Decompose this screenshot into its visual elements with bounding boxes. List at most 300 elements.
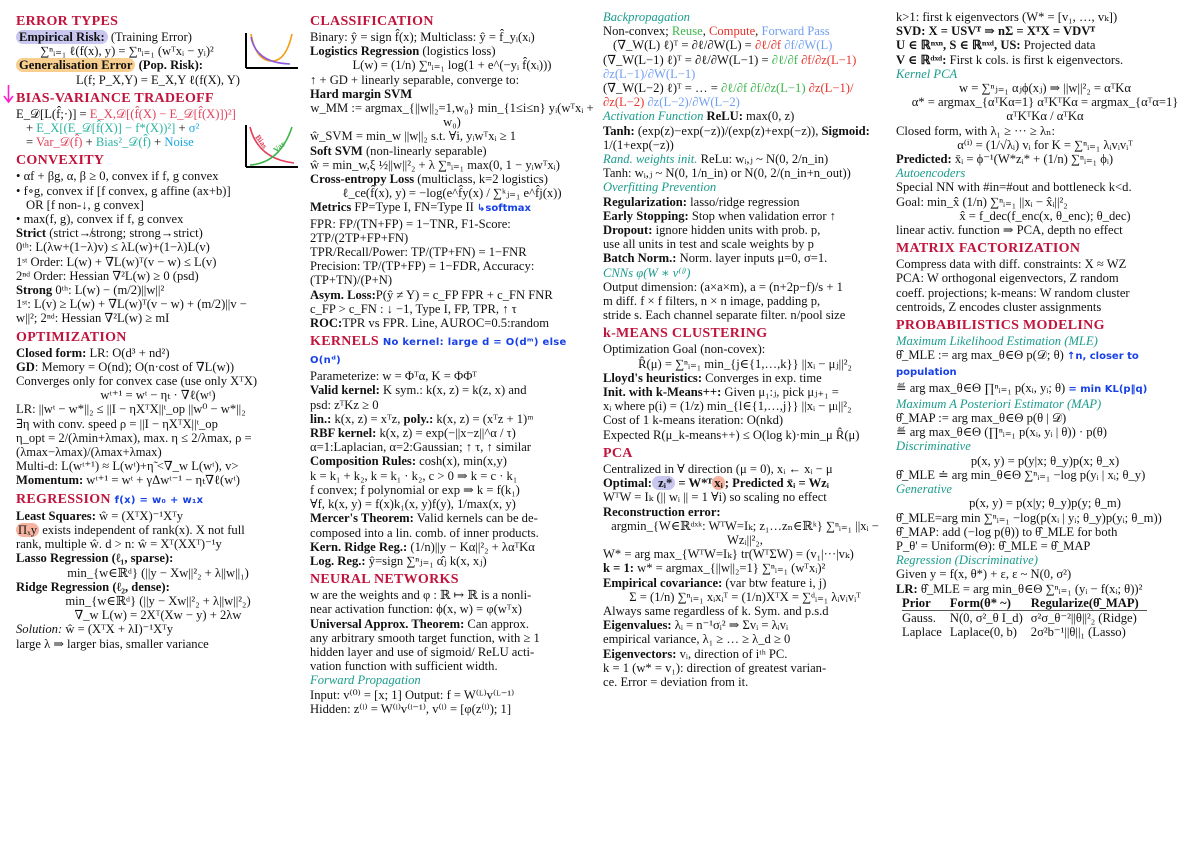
text-line: 1ˢᵗ: L(v) ≥ L(w) + ∇L(w)ᵀ(v − w) + (m/2)||v −	[16, 297, 247, 312]
bold-label: Tanh:	[603, 123, 635, 138]
text-segment: (multiclass, k=2 logistics)	[414, 172, 548, 187]
text-segment: Given μ₁:ⱼ, pick μⱼ₊₁ =	[721, 385, 839, 400]
text-line: W* = arg max_{WᵀW=Iₖ} tr(WᵀΣW) = (v₁|···|vₖ)	[603, 547, 854, 562]
text-line: PCA: W orthogonal eigenvectors, Z random	[896, 271, 1119, 286]
text-line: ce. Error = deviation from it.	[603, 674, 749, 689]
bold-label: Closed form:	[16, 345, 87, 360]
text-line: Closed form, with λ₁ ≥ ··· ≥ λₙ:	[896, 123, 1055, 138]
bold-label: Empirical Risk:	[16, 30, 108, 44]
text-line: Special NN with #in=#out and bottleneck k<d.	[896, 180, 1132, 195]
text-line	[16, 283, 300, 297]
bold-label: Asym. Loss:	[310, 287, 376, 302]
formula-line: ℓ_ce(f̂(x), y) = −log(e^f̂y(x) / ∑ᵏⱼ₌₁ e^f̂j(x))	[342, 186, 562, 201]
section-heading: CLASSIFICATION	[310, 14, 434, 29]
text-line	[603, 38, 887, 52]
text-line	[310, 540, 594, 554]
text-segment: FP=Type I, FN=Type II	[351, 200, 478, 215]
formula-line: Σ = (1/n) ∑ⁿᵢ₌₁ xᵢxᵢᵀ = (1/n)XᵀX = ∑ᵈᵢ₌₁ λᵢvᵢvᵢᵀ	[629, 589, 861, 604]
table-cell: Laplace	[902, 625, 942, 640]
text-line: Multi-d: L(wᵗ⁺¹) ≈ L(wᵗ)+η̃ <∇_w L(wᵗ), v>	[16, 459, 239, 474]
bold-label: Init. with k-Means++:	[603, 385, 722, 400]
bold-label: Universal Approx. Theorem:	[310, 616, 465, 631]
formula-line: min_{w∈ℝᵈ} (||y − Xw||²₂ + λ||w||₁)	[67, 565, 249, 580]
text-segment: Var_𝒟(f̂)	[36, 135, 83, 150]
text-segment: Projected data	[1020, 38, 1096, 53]
text-segment: ,	[702, 24, 709, 39]
text-segment: Forward Pass	[761, 24, 830, 39]
text-line: Optimization Goal (non-covex):	[603, 342, 766, 357]
text-segment: KERNELS	[310, 334, 383, 350]
text-line: Compress data with diff. constraints: X ≈ WZ	[896, 257, 1127, 272]
column-3	[603, 10, 887, 689]
text-line: FPR: FP/(TN+FP) = 1−TNR, F1-Score: 2TP/(2TP+FP+FN)	[310, 216, 511, 245]
text-segment: ŵ = (XᵀX)⁻¹Xᵀy	[95, 508, 184, 523]
text-line	[603, 576, 887, 590]
bold-label: Lloyd's heuristics:	[603, 370, 703, 385]
text-segment: (∇_W(L−1) ℓ)ᵀ = ∂ℓ/∂W(L−1) =	[603, 52, 772, 67]
text-segment: (strict↛strong; strong→strict)	[46, 226, 203, 241]
text-line	[603, 109, 887, 123]
text-line: 0ᵗʰ: L(λw+(1−λ)v) ≤ λL(w)+(1−λ)L(v)	[16, 240, 210, 255]
text-line	[16, 107, 300, 121]
text-segment: Converges in exp. time	[702, 370, 822, 385]
bold-label: Sigmoid:	[821, 123, 870, 138]
text-segment: cosh(x), min(x,y)	[416, 454, 507, 469]
text-line: linear activ. function ⇒ PCA, depth no effect	[896, 223, 1123, 238]
text-segment: ∂ℓ/∂f	[771, 52, 798, 67]
section-heading: k-MEANS CLUSTERING	[603, 326, 768, 342]
text-line	[310, 316, 594, 330]
text-line: WᵀW = Iₖ (|| wᵢ || = 1 ∀i) so scaling no effect	[603, 490, 827, 505]
handwritten-note: ↳softmax	[477, 203, 531, 215]
text-segment: w* = argmax_{||w||₂=1} ∑ⁿᵢ₌₁ (wᵀxᵢ)²	[633, 561, 826, 576]
text-line: empirical variance, λ₁ ≥ … ≥ λ_d ≥ 0	[603, 632, 791, 647]
table-cell: 2σ²b⁻¹||θ||₁ (Lasso)	[1030, 625, 1126, 640]
bold-label: ; Predicted x̄ᵢ = Wzᵢ	[724, 476, 830, 491]
column-4	[896, 10, 1194, 639]
text-line	[310, 288, 594, 302]
bullet-item: • f∘g, convex if [f convex, g affine (ax+b)]	[16, 184, 300, 198]
text-line: Centralized in ∀ direction (μ = 0), xᵢ ← xᵢ − μ	[603, 461, 833, 476]
text-line	[603, 561, 887, 575]
text-segment: vᵢ, direction of iᵗʰ PC.	[676, 646, 788, 661]
bold-label: Composition Rules:	[310, 454, 417, 469]
bullet-item: • max(f, g), convex if f, g convex	[16, 212, 300, 226]
text-line	[16, 226, 300, 240]
text-segment: ∂ℓ/∂f	[754, 38, 782, 53]
text-line	[896, 38, 1194, 52]
text-segment: max(0, z)	[742, 109, 795, 124]
subsection-heading: CNNs φ(W ∗ v⁽ˡ⁾)	[603, 265, 691, 280]
bold-label: Empirical covariance:	[603, 575, 723, 590]
bold-label: Early Stopping:	[603, 208, 689, 223]
text-line: f convex; f polynomial or exp ⇒ k = f(k₁)	[310, 482, 520, 497]
bold-label: V ∈ ℝᵈˣᵈ:	[896, 52, 947, 67]
prior-table	[902, 596, 1147, 640]
subsection-heading: Maximum Likelihood Estimation (MLE)	[896, 334, 1098, 349]
text-line	[603, 81, 887, 109]
text-line	[603, 618, 887, 632]
bold-label: Strict	[16, 226, 47, 241]
text-line: ∀f, k(x, y) = f(x)k₁(x, y)f(y), 1/max(x, y)	[310, 497, 516, 512]
text-segment: +	[82, 135, 96, 150]
bold-label: ROC:	[310, 316, 343, 331]
table-cell: Gauss.	[902, 610, 936, 625]
section-heading	[310, 333, 594, 369]
text-segment: E_X,𝒟[(f̂(X) − E_𝒟[f̂(X)])²]	[89, 106, 236, 121]
formula-line: w = ∑ⁿⱼ₌₁ αⱼϕ(xⱼ) ⇒ ||w||²₂ = αᵀKα	[959, 81, 1131, 96]
text-line	[603, 152, 887, 166]
text-line	[310, 617, 594, 631]
text-line	[603, 476, 887, 490]
var-label: Var	[271, 139, 287, 155]
bold-label: Lasso Regression	[16, 551, 109, 566]
text-line: Goal: min_x̂ (1/n) ∑ⁿᵢ₌₁ ||xᵢ − x̂ᵢ||²₂	[896, 194, 1068, 209]
text-segment: Noise	[164, 135, 194, 150]
text-line	[310, 412, 594, 426]
text-segment: Compute	[708, 24, 756, 39]
text-line: Binary: ŷ = sign f̂(x); Multiclass: ŷ = f̂_yᵢ(xᵢ)	[310, 30, 535, 44]
text-segment: E_X[(E_𝒟[f̂(X)] − f*(X))²]	[36, 121, 176, 136]
text-segment: ∂ℓ/∂f ∂f/∂z(L−1)	[720, 81, 806, 96]
bold-label: = W*ᵀ	[675, 476, 713, 491]
handwritten-note: ↑n, closer to population	[896, 351, 1139, 379]
text-line: vation function with sufficient width.	[310, 659, 498, 674]
formula-line: p(x, y) = p(x|y; θ_y)p(y; θ_m)	[969, 496, 1121, 511]
text-segment: x̄ᵢ = ϕ⁻¹(W*zᵢ* + (1/n) ∑ⁿᵢ₌₁ ϕᵢ)	[951, 152, 1114, 167]
risk-curve-sketch	[242, 30, 300, 70]
prior-header: Prior	[902, 596, 950, 611]
text-segment: REGRESSION	[16, 491, 115, 507]
bias-variance-sketch	[242, 121, 300, 169]
text-line	[603, 385, 887, 399]
handwritten-note: = min KL(p‖q)	[1068, 383, 1148, 395]
text-line: Precision: TP/(TP+FP) = 1−FDR, Accuracy: (TP+TN)/(P+N)	[310, 259, 535, 288]
text-line: LR: ||wᵗ − w*||₂ ≤ ||I − ηXᵀX||ᵗ_op ||w⁰ − w*||₂	[16, 402, 246, 417]
text-line: k = k₁ + k₂, k = k₁ · k₂, c > 0 ⇒ k = c · k₁	[310, 468, 518, 483]
bold-label: Kern. Ridge Reg.:	[310, 539, 408, 554]
text-line	[310, 44, 594, 58]
text-segment: +	[150, 135, 165, 150]
text-line: 2ⁿᵈ Order: Hessian ∇²L(w) ≥ 0 (psd)	[16, 268, 199, 283]
text-segment: Solution:	[16, 622, 63, 637]
formula-line: w_MM := argmax_{||w||₂=1,w₀} min_{1≤i≤n} yᵢ(wᵀxᵢ + w₀)	[310, 101, 594, 130]
text-line	[896, 381, 1194, 397]
text-line	[896, 24, 1194, 38]
table-cell: σ²σ_θ⁻²||θ||²₂ (Ridge)	[1030, 610, 1137, 625]
text-line	[603, 251, 887, 265]
bold-label: Momentum:	[16, 473, 84, 488]
text-line	[603, 505, 887, 519]
bold-label: (ℓ₁, sparse):	[108, 551, 174, 566]
text-segment: k(x, z) = (xᵀz + 1)ᵐ	[433, 411, 534, 426]
text-line	[16, 346, 300, 360]
text-line	[16, 360, 300, 374]
text-line	[310, 383, 594, 397]
formula-line: argmin_{W∈ℝᵈˣᵏ: WᵀW=Iₖ; z₁…zₙ∈ℝᵏ} ∑ⁿᵢ₌₁ ||xᵢ − Wzᵢ||²₂,	[611, 518, 879, 547]
text-segment: +	[26, 121, 37, 136]
text-line: ↑ + GD + linearly separable, converge to:	[310, 72, 520, 87]
bold-label: Reconstruction error:	[603, 504, 721, 519]
text-line: coeff. projections; k-means: W random cluster	[896, 285, 1130, 300]
text-line: Given y = f(x, θ*) + ε, ε ~ N(0, σ²)	[896, 567, 1072, 582]
text-segment: LR: O(d³ + nd²)	[86, 345, 170, 360]
formula-line: ∑ⁿᵢ₌₁ ℓ(f(x), y) = ∑ⁿᵢ₌₁ (wᵀxᵢ − yᵢ)²	[40, 44, 214, 59]
text-segment: ignore hidden units with prob. p,	[652, 223, 821, 238]
table-row	[902, 610, 1147, 625]
text-line	[16, 509, 300, 523]
text-line: P_θ' = Uniform(Θ): θ̂_MLE = θ̂_MAP	[896, 538, 1091, 553]
text-line: stride s. Each channel separate filter. n/pool size	[603, 308, 846, 323]
text-line: use all units in test and scale weights by p	[603, 237, 814, 252]
table-cell: Laplace(0, b)	[949, 625, 1017, 640]
text-line	[310, 454, 594, 468]
text-line: xᵢ where p(i) = (1/z) min_{l∈{1,…,j}} ||xᵢ − μₗ||²₂	[603, 399, 852, 414]
bold-label: Generalisation Error	[16, 58, 135, 72]
bold-label: Regularization:	[603, 194, 687, 209]
text-segment: (∇_W(L−2) ℓ)ᵀ = … =	[603, 81, 721, 96]
section-heading: OPTIMIZATION	[16, 329, 127, 345]
subsection-heading: Discriminative	[896, 439, 971, 454]
arrow-down-icon	[3, 84, 14, 104]
bold-label: lin.:	[310, 411, 332, 426]
bold-label: Ridge Regression	[16, 579, 110, 594]
handwritten-note: f(x) = w₀ + w₁x	[114, 494, 204, 506]
text-segment: =	[26, 135, 37, 150]
text-line	[310, 172, 594, 186]
text-segment: (Training Error)	[107, 30, 192, 44]
text-line	[310, 426, 594, 440]
bold-label: Metrics	[310, 200, 352, 215]
text-segment: λᵢ = n⁻¹σᵢ² ⇒ Σvᵢ = λᵢvᵢ	[671, 618, 789, 633]
text-segment: 0ᵗʰ: L(w) − (m/2)||w||²	[52, 283, 165, 298]
text-line: w are the weights and φ : ℝ ↦ ℝ is a nonli-	[310, 588, 532, 603]
subsection-heading: Kernel PCA	[896, 66, 958, 81]
text-line: centroids, Z encodes cluster assignments	[896, 299, 1102, 314]
text-line: hidden layer and use of sigmoid/ ReLU acti-	[310, 644, 535, 659]
text-segment: Reuse	[671, 24, 703, 39]
text-line	[896, 582, 1194, 596]
text-line: ≝ arg max_θ∈Θ (∏ⁿᵢ₌₁ p(xᵢ, yᵢ | θ)) · p(θ)	[896, 425, 1108, 440]
text-line	[603, 24, 887, 38]
section-heading: BIAS-VARIANCE TRADEOFF	[16, 90, 214, 106]
bold-label: U ∈ ℝⁿˣⁿ, S ∈ ℝⁿˣᵈ, US:	[896, 38, 1021, 53]
formula-line: R̂(μ) = ∑ⁿᵢ₌₁ min_{j∈{1,…,k}} ||xᵢ − μⱼ||²₂	[638, 356, 852, 371]
text-line	[603, 647, 887, 661]
text-segment: (non-linearly separable)	[362, 143, 487, 158]
section-heading: MATRIX FACTORIZATION	[896, 241, 1081, 257]
regularize-header: Regularize(θ̂_MAP)	[1031, 596, 1147, 611]
text-segment: exists independent of rank(x). X not full	[39, 522, 245, 537]
subsection-heading: Maximum A Posteriori Estimator (MAP)	[896, 396, 1102, 411]
bold-label: Hard margin SVM	[310, 86, 413, 101]
text-segment: P(ŷ ≠ Y) = c_FP FPR + c_FN FNR	[375, 287, 553, 302]
bold-label: Optimal:	[603, 476, 652, 491]
text-line: composed into a lin. comb. of inner products.	[310, 525, 539, 540]
bold-label: Log. Reg.:	[310, 553, 366, 568]
text-segment: ŵ = (XᵀX + λI)⁻¹Xᵀy	[62, 622, 174, 637]
text-line: OR [f non-↓, g convex]	[26, 197, 144, 212]
text-line	[603, 124, 887, 152]
text-line	[16, 473, 300, 487]
text-line: ŵ_SVM = min_w ||w||₂ s.t. ∀i, yᵢwᵀxᵢ ≥ 1	[310, 129, 517, 144]
table-row	[902, 625, 1147, 639]
formula-line: min_{w∈ℝᵈ} (||y − Xw||²₂ + λ||w||²₂)	[65, 593, 251, 608]
text-line: θ̂_MLE=arg min ∑ⁿᵢ₌₁ −log(p(xᵢ | yᵢ; θ_y)p(yᵢ; θ_m))	[896, 510, 1162, 525]
text-line	[16, 622, 300, 636]
text-segment: TPR vs FPR. Line, AUROC=0.5:random	[342, 316, 550, 331]
bold-label: (ℓ₂, dense):	[109, 579, 170, 594]
text-line	[603, 209, 887, 223]
text-line: Hidden: z⁽ˡ⁾ = W⁽ˡ⁾v⁽ˡ⁻¹⁾, v⁽ˡ⁾ = [φ(z⁽ˡ⁾); 1]	[310, 701, 512, 716]
text-segment: Stop when validation error ↑	[688, 208, 836, 223]
text-line: η_opt = 2/(λmin+λmax), max. η ≤ 2/λmax, ρ = (λmax−λmax)/(λmax+λmax)	[16, 430, 252, 460]
text-segment: Activation Function	[603, 109, 704, 124]
text-line: c_FP > c_FN : ↓ −1, Type I, FP, TPR, ↑ τ	[310, 301, 517, 316]
text-line	[896, 53, 1194, 67]
text-line: Tanh: wᵢ,ⱼ ~ N(0, 1/n_in) or N(0, 2/(n_in+n_out))	[603, 166, 851, 181]
bold-label: Valid kernel:	[310, 383, 380, 398]
text-segment: θ̂_MLE := arg max_θ∈Θ p(𝒟; θ)	[896, 348, 1067, 363]
text-line	[603, 53, 887, 81]
text-line: Converges only for convex case (use only XᵀX)	[16, 374, 258, 389]
text-segment: ŷ=sign ∑ⁿⱼ₌₁ α̂ⱼ k(x, xⱼ)	[365, 553, 487, 568]
bold-label: GD	[16, 359, 35, 374]
bias-label: Bias	[253, 133, 270, 151]
text-segment: (logistics loss)	[419, 44, 496, 59]
text-segment: K sym.: k(x, z) = k(z, x) and	[379, 383, 527, 398]
text-line: 1ˢᵗ Order: L(w) + ∇L(w)ᵀ(v − w) ≤ L(v)	[16, 254, 217, 269]
text-line: θ̂_MLE ≐ arg min_θ∈Θ ∑ⁿᵢ₌₁ −log p(yᵢ | xᵢ; θ_y)	[896, 467, 1146, 482]
subsection-heading: Autoencoders	[896, 166, 966, 181]
text-line: Expected R(μ_k-means++) ≤ O(log k)·min_μ R̂(μ)	[603, 427, 860, 442]
bold-label: Strong	[16, 283, 53, 298]
section-heading: PROBABILISTICS MODELING	[896, 318, 1105, 334]
text-segment: : Memory = O(nd); O(n·cost of ∇L(w))	[34, 359, 235, 374]
subsection-heading: Overfitting Prevention	[603, 180, 717, 195]
table-cell: N(0, σ²_θ I_d)	[949, 610, 1023, 625]
text-segment: ,	[755, 24, 762, 39]
bold-label: ReLU:	[703, 109, 743, 124]
text-segment: Can approx.	[464, 616, 529, 631]
text-segment: (var btw feature i, j)	[722, 575, 827, 590]
text-line	[603, 371, 887, 385]
text-line: large λ ⇒ larger bias, smaller variance	[16, 636, 209, 651]
text-line: any arbitrary smooth target function, with ≥ 1	[310, 630, 540, 645]
bold-label: poly.:	[403, 411, 434, 426]
column-2	[310, 10, 594, 716]
text-segment: Valid kernels can be de-	[413, 511, 538, 526]
text-segment: k(x, z) = xᵀz,	[331, 411, 404, 426]
bold-label: Soft SVM	[310, 143, 363, 158]
text-segment: Bias²_𝒟(f̂)	[95, 135, 151, 150]
subsection-heading: Regression (Discriminative)	[896, 553, 1038, 568]
bold-label: RBF kernel:	[310, 426, 377, 441]
text-line: psd: zᵀKz ≥ 0	[310, 397, 379, 412]
text-line: α=1:Laplacian, α=2:Gaussian; ↑ τ, ↑ similar	[310, 440, 531, 455]
text-line: Parameterize: w = Φᵀα, K = ΦΦᵀ	[310, 369, 477, 384]
text-line: rank, multiple ŵ. d > n: ŵ = Xᵀ(XXᵀ)⁻¹y	[16, 537, 222, 552]
text-line	[603, 223, 887, 237]
text-line: TPR/Recall/Power: TP/(TP+FN) = 1−FNR	[310, 245, 527, 260]
text-line: w||²; 2ⁿᵈ: Hessian ∇²L(w) ≥ mI	[16, 311, 170, 326]
text-line: Cost of 1 k-means iteration: O(nkd)	[603, 413, 784, 428]
text-line	[16, 523, 300, 537]
formula-line: L(w) = (1/n) ∑ⁿᵢ₌₁ log(1 + e^(−yᵢ f̂(xᵢ)))	[352, 58, 552, 73]
text-segment: lasso/ridge regression	[686, 194, 800, 209]
text-line	[16, 580, 300, 594]
text-segment: ReLu: wᵢ,ⱼ ~ N(0, 2/n_in)	[697, 152, 829, 167]
text-segment: (1/n)||y − Kα||²₂ + λαᵀKα	[407, 539, 535, 554]
bold-label: k = 1:	[603, 561, 634, 576]
bold-label: Predicted:	[896, 152, 952, 167]
text-segment: Norm. layer inputs μ=0, σ=1.	[676, 251, 828, 266]
text-segment: ≝ arg max_θ∈Θ ∏ⁿᵢ₌₁ p(xᵢ, yᵢ; θ)	[896, 380, 1069, 395]
text-line: θ̂_MAP: add (−log p(θ)) to θ̂_MLE for both	[896, 524, 1118, 539]
text-segment: (∇_W(L) ℓ)ᵀ = ∂ℓ/∂W(L) =	[613, 38, 755, 53]
text-segment: k(x, z) = exp(−||x−z||^α / τ)	[376, 426, 516, 441]
bold-label: Mercer's Theorem:	[310, 511, 414, 526]
text-line	[896, 348, 1194, 380]
handwritten-note: No kernel: large d = O(dᵐ) else O(nᵈ)	[310, 337, 567, 367]
text-segment: +	[175, 121, 189, 136]
formula-line: L(f; P_X,Y) = E_X,Y ℓ(f(X), Y)	[76, 72, 240, 87]
bold-label: (Pop. Risk):	[135, 58, 203, 73]
text-line: m diff. f × f filters, n × n image, padding p,	[603, 294, 821, 309]
formula-line: x̂ = f_dec(f_enc(x, θ_enc); θ_dec)	[959, 208, 1131, 223]
text-line: Output dimension: (a×a×m), a = (n+2p−f)/s + 1	[603, 279, 843, 294]
subsection-heading: Generative	[896, 482, 952, 497]
text-line: k = 1 (w* = v₁): direction of greatest varian-	[603, 660, 827, 675]
section-heading: NEURAL NETWORKS	[310, 572, 459, 588]
bold-label: Batch Norm.:	[603, 251, 677, 266]
column-1	[16, 10, 300, 651]
text-line	[310, 87, 594, 101]
text-line	[310, 144, 594, 158]
bold-label: Cross-entropy Loss	[310, 172, 415, 187]
text-line	[603, 195, 887, 209]
text-segment: 1/(1+exp(−z))	[603, 137, 674, 152]
text-line: near activation function: ϕ(x, w) = φ(wᵀx)	[310, 602, 522, 617]
text-segment: ∂z(L−2)/∂W(L−2)	[647, 95, 740, 110]
text-segment: E_𝒟[L(f̂;·)] =	[16, 106, 90, 121]
text-line	[310, 511, 594, 525]
formula-line: α⁽ⁱ⁾ = (1/√λᵢ) vᵢ for K = ∑ⁿᵢ₌₁ λᵢvᵢvᵢᵀ	[957, 137, 1133, 152]
bold-label: SVD:	[896, 24, 926, 39]
text-segment: σ²	[188, 121, 200, 136]
text-segment: ∂f/∂z(L−1)	[801, 52, 857, 67]
bold-label: LR:	[896, 581, 918, 596]
subsection-heading: Backpropagation	[603, 10, 690, 24]
bold-label: Logistics Regression	[310, 44, 420, 59]
subsection-heading: Forward Propagation	[310, 673, 421, 688]
text-segment: First k cols. is first k eigenvectors.	[946, 52, 1124, 67]
bold-label: Dropout:	[603, 223, 653, 238]
text-line: θ̂_MAP := arg max_θ∈Θ p(θ | 𝒟)	[896, 411, 1067, 426]
bold-label: X = USVᵀ ⇒ nΣ = XᵀX = VDVᵀ	[925, 24, 1096, 39]
text-line: ∃η with conv. speed ρ = ||I − ηXᵀX||ᵗ_op	[16, 416, 218, 431]
text-segment: wᵗ⁺¹ = wᵗ + γΔwᵗ⁻¹ − ηₜ∇ℓ(wᵗ)	[83, 473, 240, 488]
text-segment: Non-convex;	[603, 24, 672, 39]
formula-line: wᵗ⁺¹ = wᵗ − ηₜ · ∇ℓ(wᵗ)	[100, 388, 216, 403]
text-line: Always same regardless of k. Sym. and p.s.d	[603, 603, 829, 618]
section-heading: ERROR TYPES	[16, 14, 119, 29]
text-line	[310, 554, 594, 568]
text-line: k>1: first k eigenvectors (W* = [v₁, …, vₖ])	[896, 10, 1118, 24]
text-segment: ∂z(L−1)/∂z(L−2)	[603, 81, 854, 110]
text-line	[310, 200, 594, 216]
text-line	[896, 152, 1194, 166]
